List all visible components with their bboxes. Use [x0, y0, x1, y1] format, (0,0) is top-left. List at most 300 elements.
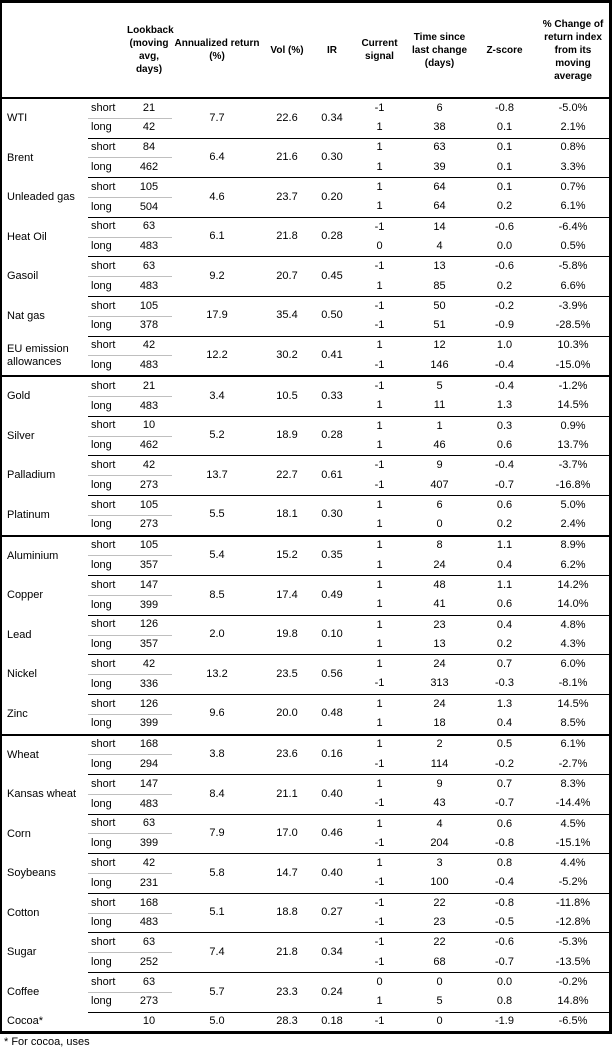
- ir-cell: 0.20: [312, 178, 352, 218]
- leg-cell: short: [88, 495, 126, 515]
- col-header-annualized-return: Annualized return (%): [172, 3, 262, 98]
- vol-cell: 28.3: [262, 1012, 312, 1031]
- vol-cell: 21.1: [262, 775, 312, 815]
- current-signal-cell: 1: [376, 200, 383, 213]
- commodity-name-cell: Aluminium: [2, 536, 88, 576]
- annualized-return-cell: 7.7: [209, 111, 225, 124]
- vol-cell: 21.8: [262, 933, 312, 973]
- time-since-change-cell: 12: [407, 336, 472, 356]
- zscore-cell: 0.6: [496, 598, 513, 611]
- table-row: [2, 694, 609, 714]
- current-signal-cell: 0: [376, 239, 383, 252]
- current-signal-cell: 1: [376, 717, 383, 730]
- pct-change-cell: 3.3%: [560, 160, 586, 173]
- annualized-return-cell: 6.1: [172, 217, 262, 257]
- leg-cell: long: [88, 874, 126, 894]
- lookback-cell: 399: [126, 595, 172, 615]
- current-signal-cell: -1: [352, 296, 407, 316]
- col-header-commodity: [2, 3, 88, 98]
- pct-change-cell: -28.5%: [555, 319, 591, 332]
- current-signal-cell: -1: [374, 478, 385, 491]
- zscore-cell: 0.1: [496, 160, 513, 173]
- current-signal-cell: 1: [376, 121, 383, 134]
- leg-cell: short: [88, 775, 126, 795]
- zscore-cell: -0.2: [472, 296, 537, 316]
- time-since-change-cell: 13: [407, 257, 472, 277]
- annualized-return-cell: 12.2: [172, 336, 262, 376]
- current-signal-cell: 1: [376, 995, 383, 1008]
- current-signal-cell: 1: [352, 775, 407, 795]
- lookback-cell: 273: [126, 992, 172, 1012]
- vol-cell: 30.2: [262, 336, 312, 376]
- pct-change-cell: -6.4%: [537, 217, 609, 237]
- time-since-change-cell: 407: [430, 478, 449, 491]
- table-row: [2, 854, 609, 874]
- zscore-cell: -0.7: [495, 955, 514, 968]
- pct-change-cell: 6.1%: [537, 735, 609, 755]
- vol-cell: 35.4: [262, 296, 312, 336]
- pct-change-cell: -14.4%: [555, 797, 591, 810]
- time-since-change-cell: 24: [433, 558, 446, 571]
- lookback-cell: 147: [126, 775, 172, 795]
- zscore-cell: 0.2: [496, 200, 513, 213]
- time-since-change-cell: 41: [433, 598, 446, 611]
- ir-cell: 0.40: [312, 854, 352, 894]
- zscore-cell: 0.2: [496, 518, 513, 531]
- table-row: [2, 98, 609, 118]
- leg-cell: short: [88, 536, 126, 556]
- lookback-cell: 294: [126, 755, 172, 775]
- time-since-change-cell: 68: [433, 955, 446, 968]
- time-since-change-cell: 100: [430, 876, 449, 889]
- current-signal-cell: 1: [376, 279, 383, 292]
- lookback-cell: 10: [126, 1012, 172, 1031]
- current-signal-cell: 1: [352, 138, 407, 158]
- pct-change-cell: 4.4%: [537, 854, 609, 874]
- table-row: [2, 814, 609, 834]
- zscore-cell: 0.8: [472, 854, 537, 874]
- leg-cell: long: [88, 714, 126, 734]
- time-since-change-cell: 0: [407, 973, 472, 993]
- pct-change-cell: -3.7%: [537, 456, 609, 476]
- lookback-cell: 273: [126, 515, 172, 535]
- time-since-change-cell: 204: [430, 836, 449, 849]
- time-since-change-cell: 64: [407, 178, 472, 198]
- current-signal-cell: -1: [374, 677, 385, 690]
- leg-cell: long: [88, 635, 126, 655]
- commodity-name-cell: Gasoil: [7, 270, 39, 283]
- annualized-return-cell: 7.4: [172, 933, 262, 973]
- momentum-signals-table: [2, 3, 609, 1031]
- current-signal-cell: -1: [352, 893, 407, 913]
- vol-cell: 10.5: [262, 376, 312, 416]
- lookback-cell: 10: [126, 416, 172, 436]
- zscore-cell: -0.9: [495, 319, 514, 332]
- leg-cell: short: [88, 217, 126, 237]
- ir-cell: 0.27: [312, 893, 352, 933]
- pct-change-cell: -5.2%: [558, 876, 588, 889]
- zscore-cell: 0.1: [472, 138, 537, 158]
- zscore-cell: -0.6: [472, 217, 537, 237]
- pct-change-cell: -13.5%: [555, 955, 591, 968]
- vol-cell: 17.0: [262, 814, 312, 854]
- table-row: [2, 576, 609, 596]
- pct-change-cell: 14.5%: [557, 399, 589, 412]
- annualized-return-cell: 17.9: [172, 296, 262, 336]
- time-since-change-cell: 11: [433, 399, 446, 412]
- header-row: [2, 3, 609, 98]
- leg-cell: short: [88, 655, 126, 675]
- pct-change-cell: -2.7%: [558, 757, 588, 770]
- time-since-change-cell: 4: [436, 239, 443, 252]
- annualized-return-cell: 9.2: [172, 257, 262, 297]
- vol-cell: 17.4: [262, 576, 312, 616]
- leg-cell: long: [88, 118, 126, 138]
- pct-change-cell: 6.1%: [560, 200, 586, 213]
- pct-change-cell: 8.5%: [560, 717, 586, 730]
- lookback-cell: 126: [126, 615, 172, 635]
- ir-cell: 0.34: [312, 933, 352, 973]
- pct-change-cell: -11.8%: [537, 893, 609, 913]
- time-since-change-cell: 146: [430, 358, 449, 371]
- time-since-change-cell: 114: [430, 757, 449, 770]
- time-since-change-cell: 6: [407, 495, 472, 515]
- leg-cell: long: [88, 197, 126, 217]
- lookback-cell: 357: [126, 635, 172, 655]
- time-since-change-cell: 0: [436, 518, 443, 531]
- zscore-cell: -1.9: [472, 1012, 537, 1031]
- ir-cell: 0.49: [312, 576, 352, 616]
- lookback-cell: 378: [126, 316, 172, 336]
- lookback-cell: 105: [126, 536, 172, 556]
- col-header-vol: Vol (%): [262, 3, 312, 98]
- lookback-cell: 483: [126, 396, 172, 416]
- pct-change-cell: 10.3%: [537, 336, 609, 356]
- annualized-return-cell: 3.4: [172, 376, 262, 416]
- lookback-cell: 462: [126, 158, 172, 178]
- table-row: [2, 336, 609, 356]
- commodity-name-cell: Heat Oil: [7, 230, 47, 243]
- commodity-name-cell: Nat gas: [7, 309, 45, 322]
- time-since-change-cell: 63: [407, 138, 472, 158]
- vol-cell: 20.0: [262, 694, 312, 734]
- table-row: [2, 893, 609, 913]
- time-since-change-cell: 22: [407, 893, 472, 913]
- zscore-cell: -0.3: [495, 677, 514, 690]
- col-header-time-since-change: Time since last change (days): [407, 3, 472, 98]
- lookback-cell: 42: [126, 118, 172, 138]
- leg-cell: long: [88, 356, 126, 376]
- annualized-return-cell: 5.8: [172, 854, 262, 894]
- time-since-change-cell: 43: [433, 797, 446, 810]
- zscore-cell: -0.4: [495, 358, 514, 371]
- table-row: [2, 257, 609, 277]
- leg-cell: long: [88, 953, 126, 973]
- current-signal-cell: -1: [374, 319, 385, 332]
- pct-change-cell: -1.2%: [537, 376, 609, 396]
- pct-change-cell: 2.1%: [560, 121, 586, 134]
- leg-cell: long: [88, 436, 126, 456]
- zscore-cell: 0.1: [472, 178, 537, 198]
- zscore-cell: 1.3: [472, 694, 537, 714]
- table-row: [2, 178, 609, 198]
- zscore-cell: -0.6: [472, 933, 537, 953]
- commodity-name-cell: Lead: [7, 628, 32, 641]
- pct-change-cell: -0.2%: [537, 973, 609, 993]
- table-row: [2, 775, 609, 795]
- pct-change-cell: 14.0%: [557, 598, 589, 611]
- pct-change-cell: -15.1%: [555, 836, 591, 849]
- pct-change-cell: -5.0%: [558, 101, 588, 114]
- pct-change-cell: 6.0%: [537, 655, 609, 675]
- leg-cell: short: [88, 735, 126, 755]
- zscore-cell: 0.1: [496, 121, 513, 134]
- time-since-change-cell: 24: [407, 694, 472, 714]
- lookback-cell: 105: [126, 178, 172, 198]
- leg-cell: short: [88, 973, 126, 993]
- commodity-name-cell: Gold: [2, 376, 88, 416]
- table-row: [2, 376, 609, 396]
- annualized-return-cell: 5.7: [172, 973, 262, 1013]
- zscore-cell: -0.2: [495, 757, 514, 770]
- current-signal-cell: -1: [374, 955, 385, 968]
- time-since-change-cell: 18: [433, 717, 446, 730]
- pct-change-cell: 8.3%: [537, 775, 609, 795]
- current-signal-cell: -1: [352, 376, 407, 396]
- ir-cell: 0.18: [312, 1012, 352, 1031]
- time-since-change-cell: 85: [433, 279, 446, 292]
- commodity-name-cell: Brent: [7, 151, 34, 164]
- commodity-name-cell: Cotton: [7, 906, 40, 919]
- zscore-cell: 0.7: [472, 655, 537, 675]
- current-signal-cell: -1: [352, 1012, 407, 1031]
- zscore-cell: -0.7: [495, 797, 514, 810]
- current-signal-cell: 1: [376, 558, 383, 571]
- current-signal-cell: 1: [352, 416, 407, 436]
- pct-change-cell: 4.3%: [560, 637, 586, 650]
- zscore-cell: -0.4: [472, 376, 537, 396]
- annualized-return-cell: 8.4: [172, 775, 262, 815]
- leg-cell: short: [88, 416, 126, 436]
- current-signal-cell: -1: [374, 757, 385, 770]
- table-row: [2, 536, 609, 556]
- table-row: [2, 615, 609, 635]
- commodity-name-cell: Kansas wheat: [7, 788, 77, 801]
- commodity-name-cell: Zinc: [7, 707, 28, 720]
- vol-cell: 18.8: [262, 893, 312, 933]
- table-body: [2, 98, 609, 1031]
- leg-cell: long: [88, 675, 126, 695]
- zscore-cell: 0.4: [496, 717, 513, 730]
- annualized-return-cell: 3.8: [172, 735, 262, 775]
- ir-cell: 0.30: [312, 495, 352, 535]
- zscore-cell: 0.0: [496, 239, 513, 252]
- commodity-name-cell: Sugar: [7, 946, 37, 959]
- current-signal-cell: 1: [352, 178, 407, 198]
- leg-cell: short: [88, 576, 126, 596]
- time-since-change-cell: 313: [430, 677, 449, 690]
- leg-cell: short: [88, 854, 126, 874]
- time-since-change-cell: 5: [436, 995, 443, 1008]
- table-row: [2, 933, 609, 953]
- current-signal-cell: -1: [374, 916, 385, 929]
- lookback-cell: 63: [126, 217, 172, 237]
- lookback-cell: 126: [126, 694, 172, 714]
- time-since-change-cell: 39: [433, 160, 446, 173]
- zscore-cell: 0.7: [472, 775, 537, 795]
- current-signal-cell: 1: [376, 518, 383, 531]
- lookback-cell: 273: [126, 476, 172, 496]
- lookback-cell: 84: [126, 138, 172, 158]
- ir-cell: 0.28: [312, 217, 352, 257]
- leg-cell: [88, 1012, 126, 1031]
- annualized-return-cell: 9.6: [172, 694, 262, 734]
- zscore-cell: -0.4: [495, 876, 514, 889]
- commodity-name-cell: Unleaded gas: [7, 191, 75, 204]
- leg-cell: short: [88, 336, 126, 356]
- zscore-cell: 1.0: [472, 336, 537, 356]
- vol-cell: 23.5: [262, 655, 312, 695]
- pct-change-cell: -16.8%: [555, 478, 591, 491]
- vol-cell: 20.7: [262, 257, 312, 297]
- vol-cell: 22.6: [276, 111, 298, 124]
- time-since-change-cell: 48: [407, 576, 472, 596]
- annualized-return-cell: 5.1: [172, 893, 262, 933]
- time-since-change-cell: 23: [433, 916, 446, 929]
- lookback-cell: 63: [126, 814, 172, 834]
- table-row: [2, 416, 609, 436]
- leg-cell: short: [91, 101, 116, 114]
- zscore-cell: 1.1: [472, 576, 537, 596]
- leg-cell: long: [88, 396, 126, 416]
- zscore-cell: -0.8: [495, 836, 514, 849]
- current-signal-cell: 1: [376, 160, 383, 173]
- leg-cell: short: [88, 257, 126, 277]
- zscore-cell: 0.4: [472, 615, 537, 635]
- vol-cell: 18.9: [262, 416, 312, 456]
- leg-cell: long: [88, 595, 126, 615]
- pct-change-cell: -8.1%: [558, 677, 588, 690]
- zscore-cell: 0.3: [472, 416, 537, 436]
- current-signal-cell: 1: [352, 536, 407, 556]
- time-since-change-cell: 46: [433, 438, 446, 451]
- time-since-change-cell: 51: [433, 319, 446, 332]
- leg-cell: long: [88, 755, 126, 775]
- lookback-cell: 483: [126, 913, 172, 933]
- commodity-name-cell: EU emission allowances: [7, 342, 69, 368]
- leg-cell: short: [88, 814, 126, 834]
- lookback-cell: 21: [126, 376, 172, 396]
- zscore-cell: 0.2: [496, 637, 513, 650]
- zscore-cell: 0.8: [496, 995, 513, 1008]
- leg-cell: short: [88, 138, 126, 158]
- col-header-leg: [88, 3, 126, 98]
- pct-change-cell: 2.4%: [560, 518, 586, 531]
- lookback-cell: 231: [126, 874, 172, 894]
- leg-cell: long: [88, 834, 126, 854]
- lookback-cell: 252: [126, 953, 172, 973]
- leg-cell: long: [88, 913, 126, 933]
- vol-cell: 19.8: [262, 615, 312, 655]
- lookback-cell: 483: [126, 356, 172, 376]
- lookback-cell: 105: [126, 495, 172, 515]
- lookback-cell: 63: [126, 933, 172, 953]
- pct-change-cell: 14.5%: [537, 694, 609, 714]
- annualized-return-cell: 4.6: [172, 178, 262, 218]
- col-header-pct-change: % Change of return index from its moving average: [537, 3, 609, 98]
- leg-cell: short: [88, 296, 126, 316]
- pct-change-cell: -15.0%: [555, 358, 591, 371]
- vol-cell: 23.7: [262, 178, 312, 218]
- time-since-change-cell: 5: [407, 376, 472, 396]
- zscore-cell: -0.8: [472, 893, 537, 913]
- lookback-cell: 483: [126, 794, 172, 814]
- zscore-cell: -0.5: [495, 916, 514, 929]
- current-signal-cell: 1: [352, 576, 407, 596]
- current-signal-cell: 1: [352, 735, 407, 755]
- zscore-cell: 1.1: [472, 536, 537, 556]
- time-since-change-cell: 24: [407, 655, 472, 675]
- current-signal-cell: -1: [374, 876, 385, 889]
- annualized-return-cell: 6.4: [172, 138, 262, 178]
- vol-cell: 23.3: [262, 973, 312, 1013]
- current-signal-cell: 1: [376, 637, 383, 650]
- ir-cell: 0.16: [312, 735, 352, 775]
- leg-cell: long: [88, 277, 126, 297]
- lookback-cell: 168: [126, 735, 172, 755]
- vol-cell: 18.1: [262, 495, 312, 535]
- commodity-name-cell: Palladium: [7, 469, 56, 482]
- annualized-return-cell: 5.0: [172, 1012, 262, 1031]
- time-since-change-cell: 14: [407, 217, 472, 237]
- ir-cell: 0.24: [312, 973, 352, 1013]
- lookback-cell: 336: [126, 675, 172, 695]
- leg-cell: short: [88, 933, 126, 953]
- ir-cell: 0.33: [312, 376, 352, 416]
- ir-cell: 0.41: [312, 336, 352, 376]
- current-signal-cell: -1: [374, 358, 385, 371]
- pct-change-cell: -3.9%: [537, 296, 609, 316]
- time-since-change-cell: 8: [407, 536, 472, 556]
- lookback-cell: 399: [126, 834, 172, 854]
- ir-cell: 0.48: [312, 694, 352, 734]
- current-signal-cell: 1: [352, 694, 407, 714]
- time-since-change-cell: 64: [433, 200, 446, 213]
- commodity-name-cell: Cocoa*: [7, 1015, 44, 1028]
- ir-cell: 0.56: [312, 655, 352, 695]
- pct-change-cell: 6.2%: [560, 558, 586, 571]
- zscore-cell: 0.6: [472, 814, 537, 834]
- ir-cell: 0.35: [312, 536, 352, 576]
- current-signal-cell: 1: [376, 598, 383, 611]
- table-row: [2, 456, 609, 476]
- vol-cell: 23.6: [262, 735, 312, 775]
- commodity-name-cell: Soybeans: [7, 867, 56, 880]
- pct-change-cell: 14.8%: [557, 995, 589, 1008]
- lookback-cell: 42: [126, 456, 172, 476]
- current-signal-cell: -1: [374, 101, 385, 114]
- col-header-lookback: Lookback (moving avg, days): [126, 3, 172, 98]
- ir-cell: 0.46: [312, 814, 352, 854]
- leg-cell: long: [88, 992, 126, 1012]
- time-since-change-cell: 9: [407, 775, 472, 795]
- commodity-name-cell: WTI: [7, 112, 28, 125]
- time-since-change-cell: 0: [407, 1012, 472, 1031]
- zscore-cell: 0.5: [472, 735, 537, 755]
- vol-cell: 15.2: [262, 536, 312, 576]
- ir-cell: 0.30: [312, 138, 352, 178]
- lookback-cell: 42: [126, 655, 172, 675]
